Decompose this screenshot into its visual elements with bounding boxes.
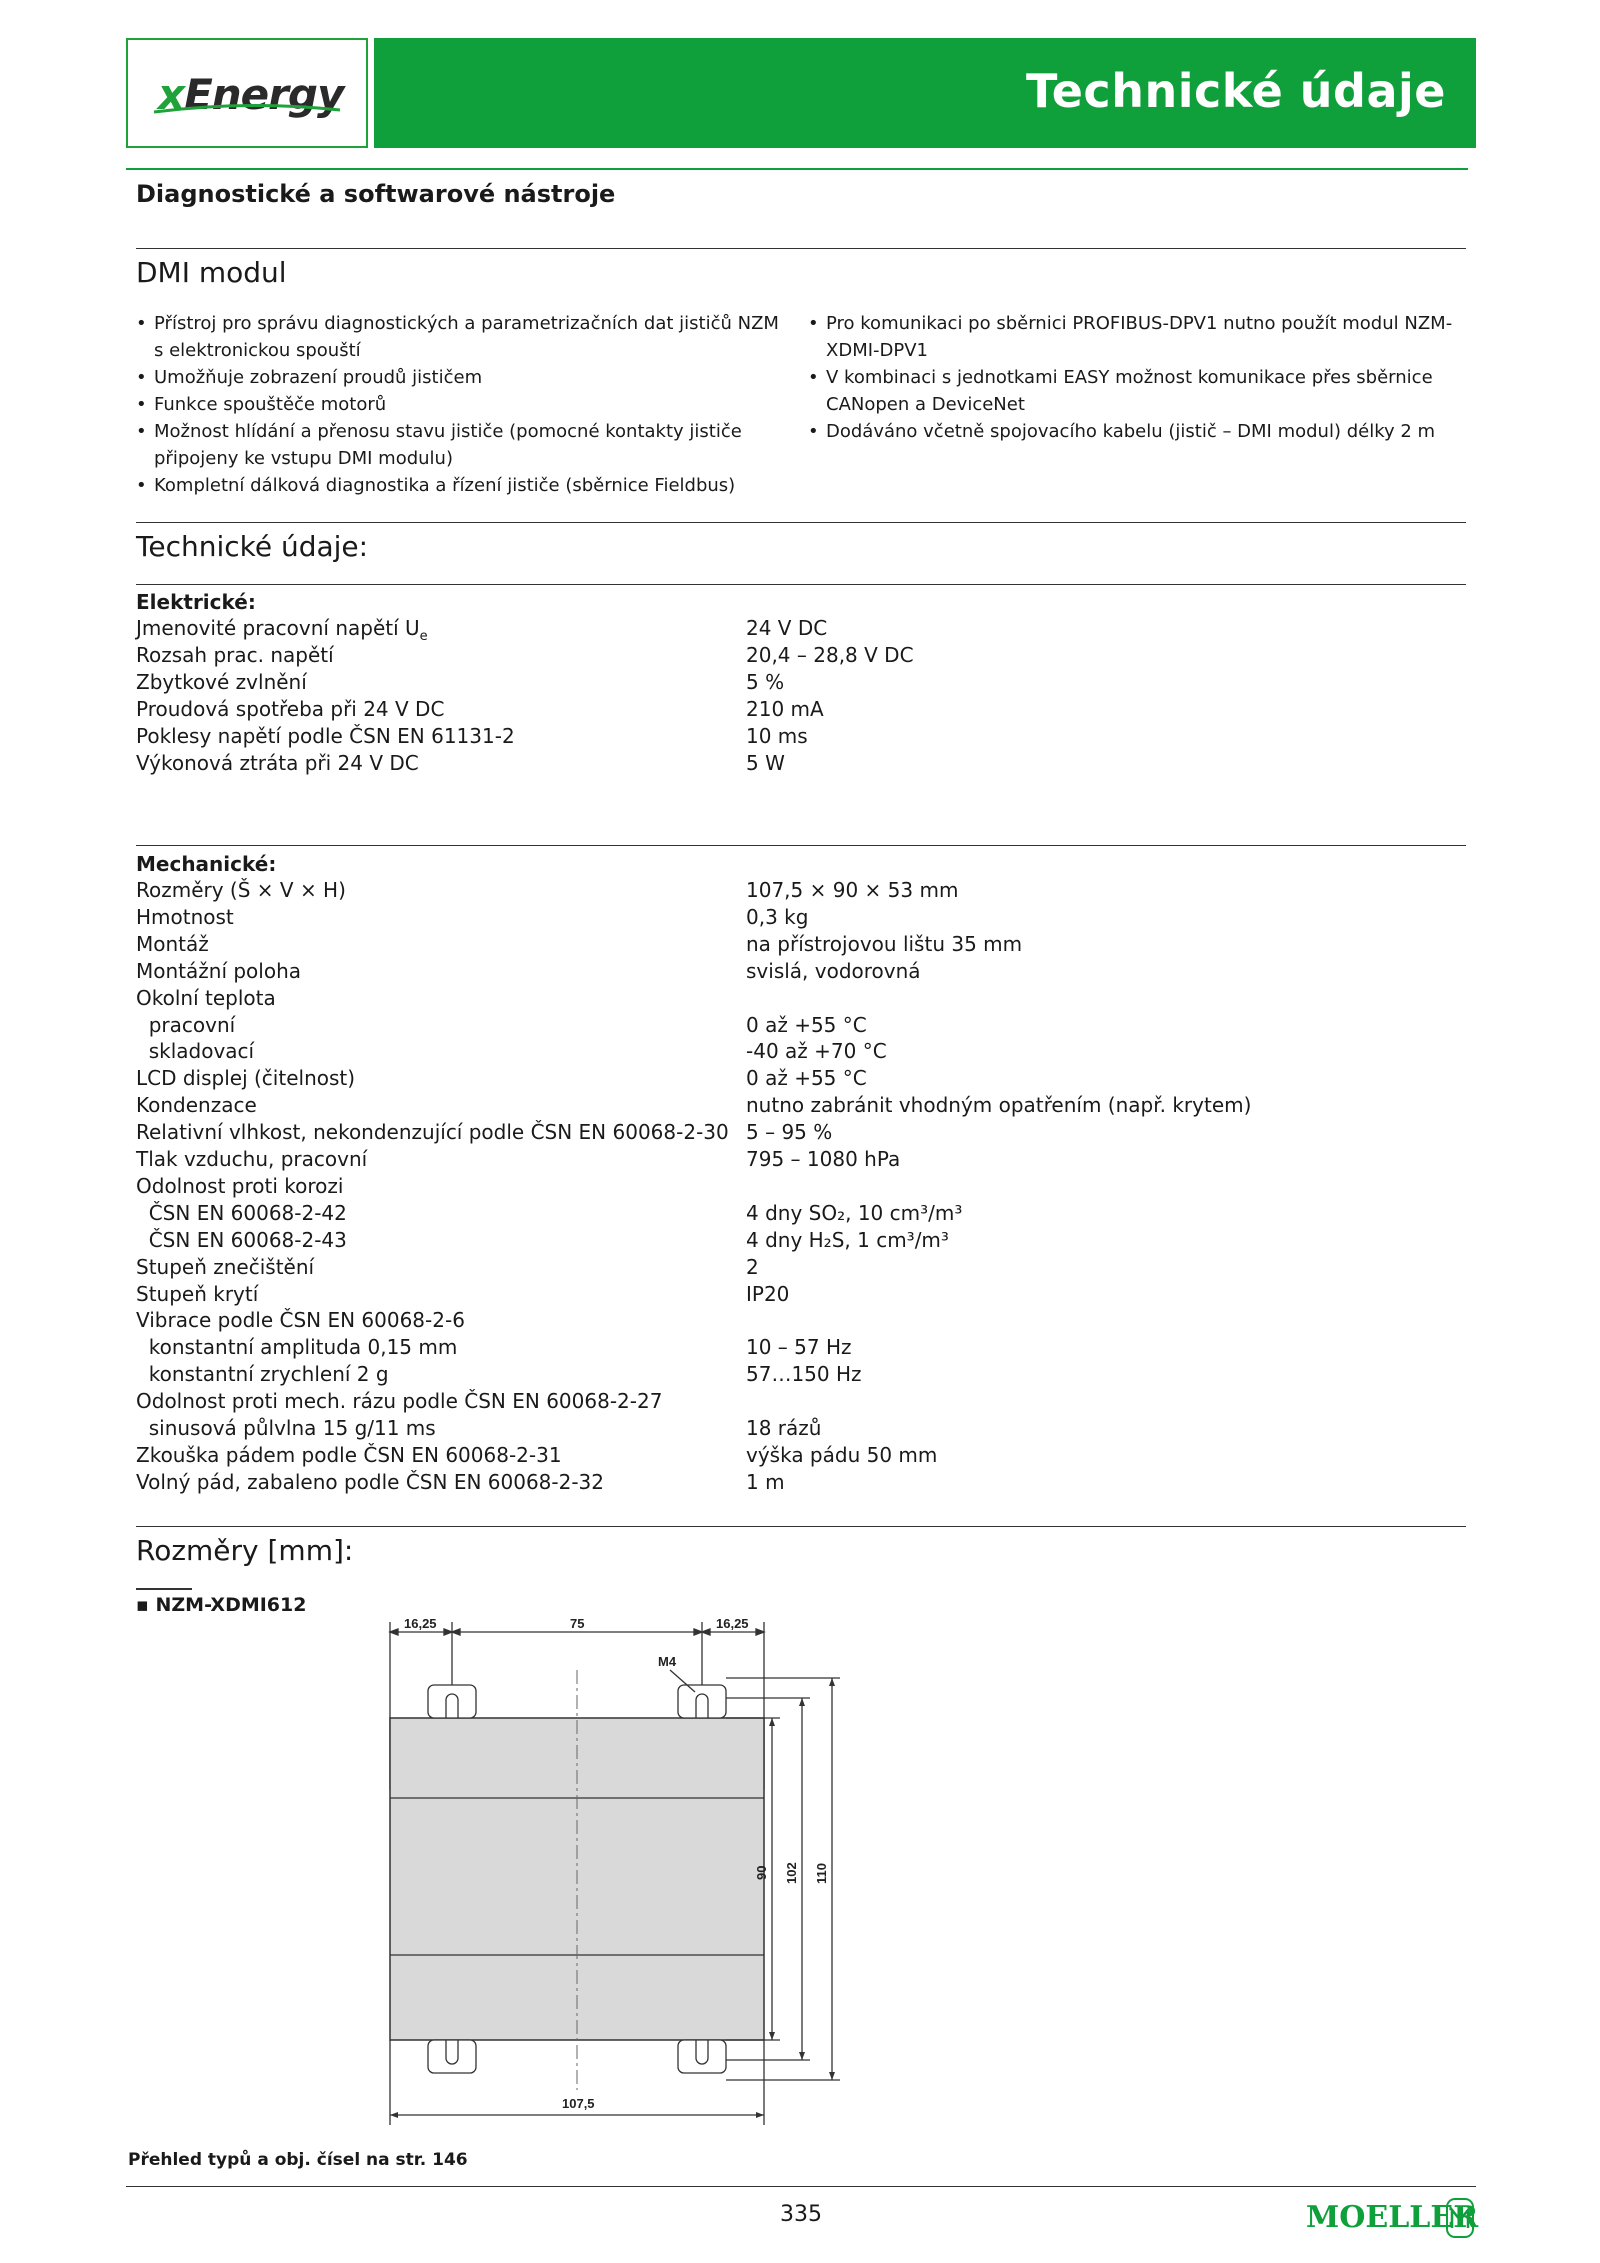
divider — [136, 584, 1466, 585]
spec-value: 4 dny H₂S, 1 cm³/m³ — [746, 1227, 949, 1252]
spec-label — [136, 878, 346, 902]
spec-label-text: Proudová spotřeba při 24 V DC — [136, 696, 445, 721]
spec-label — [136, 1255, 314, 1279]
divider — [136, 248, 1466, 249]
spec-label-text: Kondenzace — [136, 1093, 257, 1118]
electrical-heading: Elektrické: — [136, 590, 256, 614]
spec-label-text: Hmotnost — [136, 904, 234, 929]
table-row — [136, 1013, 1466, 1040]
spec-label — [136, 1147, 367, 1171]
list-item: • Pro komunikaci po sběrnici PROFIBUS-DPV1 nutno použít modul NZM-XDMI-DPV1 — [808, 310, 1468, 364]
spec-label — [136, 751, 419, 775]
moeller-emblem-icon — [1446, 2198, 1474, 2238]
dim-label-h110: 110 — [814, 1863, 829, 1884]
spec-value: 57…150 Hz — [746, 1362, 862, 1387]
dimension-drawing — [340, 1610, 900, 2140]
spec-label-text: Rozměry (Š × V × H) — [136, 878, 346, 902]
xenergy-logo — [126, 38, 368, 148]
spec-label-text: Montážní poloha — [136, 958, 302, 983]
table-row — [136, 1255, 1466, 1282]
spec-value: 18 rázů — [746, 1416, 822, 1440]
spec-label-text: pracovní — [136, 1012, 236, 1037]
dim-label-w3: 16,25 — [716, 1616, 749, 1631]
table-row — [136, 697, 1466, 724]
logo-rest: Energy — [184, 70, 344, 119]
table-row — [136, 1039, 1466, 1066]
list-item: • Možnost hlídání a přenosu stavu jističe (pomocné kontakty jističe připojeny ke vstupu DMI modulu) — [136, 418, 786, 472]
header-banner — [374, 38, 1476, 148]
divider — [136, 522, 1466, 523]
spec-label-text: Relativní vlhkost, nekondenzující podle ČSN EN 60068-2-30 — [136, 1120, 729, 1145]
spec-value: 5 W — [746, 750, 785, 775]
table-row — [136, 1362, 1466, 1389]
dim-label-h102: 102 — [784, 1862, 799, 1884]
moeller-logo: MOELLER — [1306, 2200, 1479, 2235]
list-item: • Kompletní dálková diagnostika a řízení jističe (sběrnice Fieldbus) — [136, 472, 786, 499]
dim-label-w2: 75 — [570, 1616, 585, 1631]
spec-label — [136, 986, 276, 1010]
header-title: Technické údaje — [1025, 64, 1446, 118]
spec-label — [136, 697, 444, 721]
table-row — [136, 1093, 1466, 1120]
spec-value: 107,5 × 90 × 53 mm — [746, 878, 959, 902]
spec-value: 0 až +55 °C — [746, 1066, 867, 1091]
spec-label — [136, 1013, 235, 1037]
table-row — [136, 1066, 1466, 1093]
header-divider — [126, 168, 1468, 170]
table-row — [136, 932, 1466, 959]
spec-value: 0,3 kg — [746, 904, 809, 929]
table-row — [136, 1308, 1466, 1335]
tech-title: Technické údaje: — [136, 530, 369, 563]
table-row — [136, 1389, 1466, 1416]
spec-label-text: LCD displej (čitelnost) — [136, 1066, 356, 1091]
table-row — [136, 724, 1466, 751]
spec-label — [136, 1308, 465, 1332]
page-header — [126, 38, 1476, 152]
spec-label — [136, 1228, 347, 1252]
spec-value: 0 až +55 °C — [746, 1012, 867, 1037]
spec-label — [136, 616, 428, 644]
dmi-bullets-right — [808, 310, 1468, 445]
spec-value: svislá, vodorovná — [746, 958, 921, 983]
section-title: Diagnostické a softwarové nástroje — [136, 180, 616, 208]
model-rule — [136, 1588, 192, 1590]
dim-label-w1: 16,25 — [404, 1616, 437, 1631]
spec-value: výška pádu 50 mm — [746, 1442, 938, 1467]
table-row — [136, 986, 1466, 1013]
table-row — [136, 643, 1466, 670]
divider — [136, 845, 1466, 846]
spec-value: 2 — [746, 1254, 759, 1279]
spec-value: nutno zabránit vhodným opatřením (např. krytem) — [746, 1093, 1252, 1118]
spec-label-text: Zkouška pádem podle ČSN EN 60068-2-31 — [136, 1442, 562, 1467]
spec-label — [136, 1282, 258, 1306]
spec-label — [136, 643, 334, 667]
list-item: • Dodáváno včetně spojovacího kabelu (jistič – DMI modul) délky 2 m — [808, 418, 1468, 445]
table-row — [136, 1174, 1466, 1201]
spec-label-text: Okolní teplota — [136, 985, 276, 1010]
dim-label-m4: M4 — [658, 1654, 677, 1669]
spec-value: 20,4 – 28,8 V DC — [746, 642, 914, 667]
spec-label-text: skladovací — [136, 1039, 255, 1064]
spec-label-text: Poklesy napětí podle ČSN EN 61131-2 — [136, 723, 515, 748]
table-row — [136, 1443, 1466, 1470]
table-row — [136, 878, 1466, 905]
spec-label-text: Odolnost proti korozi — [136, 1173, 344, 1198]
mount-tab — [428, 1685, 476, 1718]
table-row — [136, 1120, 1466, 1147]
dmi-bullets-left — [136, 310, 786, 499]
spec-label-text: konstantní amplituda 0,15 mm — [136, 1335, 458, 1360]
spec-value: 1 m — [746, 1469, 785, 1494]
spec-label-text: ČSN EN 60068-2-42 — [136, 1200, 347, 1225]
spec-label-text: Jmenovité pracovní napětí U — [136, 616, 420, 640]
spec-label — [136, 1362, 389, 1386]
mechanical-heading: Mechanické: — [136, 852, 277, 876]
table-row — [136, 1201, 1466, 1228]
spec-value: 5 – 95 % — [746, 1120, 833, 1145]
spec-label — [136, 1039, 254, 1063]
spec-label-text: Zbytkové zvlnění — [136, 669, 307, 694]
table-row — [136, 616, 1466, 643]
spec-label — [136, 724, 515, 748]
spec-value: na přístrojovou lištu 35 mm — [746, 931, 1023, 956]
logo-x: x — [158, 70, 185, 119]
spec-value: 4 dny SO₂, 10 cm³/m³ — [746, 1200, 963, 1225]
dim-label-h90: 90 — [754, 1865, 769, 1880]
divider — [136, 1526, 1466, 1527]
mount-tab — [678, 2040, 726, 2073]
table-row — [136, 1282, 1466, 1309]
list-item: • Přístroj pro správu diagnostických a parametrizačních dat jističů NZM s elektronickou spouští — [136, 310, 786, 364]
spec-label — [136, 959, 301, 983]
spec-label-text: Vibrace podle ČSN EN 60068-2-6 — [136, 1308, 465, 1333]
dimensions-title: Rozměry [mm]: — [136, 1534, 354, 1567]
spec-label — [136, 1416, 436, 1440]
spec-label — [136, 1201, 347, 1225]
logo-swoosh-icon — [152, 102, 342, 116]
table-row — [136, 959, 1466, 986]
spec-value: 10 ms — [746, 723, 808, 748]
spec-label — [136, 1093, 257, 1117]
spec-value: 24 V DC — [746, 616, 828, 640]
table-row — [136, 751, 1466, 778]
model-label: ▪ NZM-XDMI612 — [136, 1594, 307, 1616]
spec-label-text: Montáž — [136, 931, 209, 956]
mount-tab — [678, 1685, 726, 1718]
list-item: • Funkce spouštěče motorů — [136, 391, 786, 418]
spec-label-text: Stupeň krytí — [136, 1281, 259, 1306]
spec-label — [136, 905, 234, 929]
spec-label — [136, 1470, 604, 1494]
spec-label — [136, 1174, 343, 1198]
table-row — [136, 1335, 1466, 1362]
table-row — [136, 670, 1466, 697]
spec-label — [136, 1443, 562, 1467]
spec-label — [136, 1066, 355, 1090]
dmi-title: DMI modul — [136, 256, 287, 289]
spec-label-text: konstantní zrychlení 2 g — [136, 1362, 389, 1387]
footer-note: Přehled typů a obj. čísel na str. 146 — [128, 2150, 468, 2170]
spec-value: -40 až +70 °C — [746, 1039, 887, 1064]
spec-value: 10 – 57 Hz — [746, 1335, 852, 1360]
table-row — [136, 1228, 1466, 1255]
mount-tab — [428, 2040, 476, 2073]
spec-value: 5 % — [746, 669, 785, 694]
spec-value: 210 mA — [746, 696, 824, 721]
spec-label — [136, 670, 307, 694]
spec-label-text: Odolnost proti mech. rázu podle ČSN EN 60068-2-27 — [136, 1389, 663, 1414]
spec-label-text: sinusová půlvlna 15 g/11 ms — [136, 1416, 436, 1440]
spec-label — [136, 1120, 729, 1144]
spec-label-text: ČSN EN 60068-2-43 — [136, 1227, 347, 1252]
spec-label — [136, 1335, 457, 1359]
list-item: • V kombinaci s jednotkami EASY možnost komunikace přes sběrnice CANopen a DeviceNet — [808, 364, 1468, 418]
spec-label-text: Výkonová ztráta při 24 V DC — [136, 750, 419, 775]
spec-value: IP20 — [746, 1281, 790, 1306]
spec-label-subscript: e — [419, 629, 428, 644]
spec-label-text: Volný pád, zabaleno podle ČSN EN 60068-2-32 — [136, 1469, 604, 1494]
spec-value: 795 – 1080 hPa — [746, 1147, 901, 1171]
page-number: 335 — [780, 2202, 822, 2227]
table-row — [136, 905, 1466, 932]
spec-label — [136, 1389, 662, 1413]
footer-divider — [126, 2186, 1476, 2187]
spec-label-text: Tlak vzduchu, pracovní — [136, 1147, 368, 1171]
table-row — [136, 1470, 1466, 1497]
spec-label-text: Stupeň znečištění — [136, 1254, 315, 1279]
table-row — [136, 1416, 1466, 1443]
table-row — [136, 1147, 1466, 1174]
spec-label-text: Rozsah prac. napětí — [136, 642, 334, 667]
list-item: • Umožňuje zobrazení proudů jističem — [136, 364, 786, 391]
dim-label-total-width: 107,5 — [562, 2096, 595, 2111]
spec-label — [136, 932, 209, 956]
